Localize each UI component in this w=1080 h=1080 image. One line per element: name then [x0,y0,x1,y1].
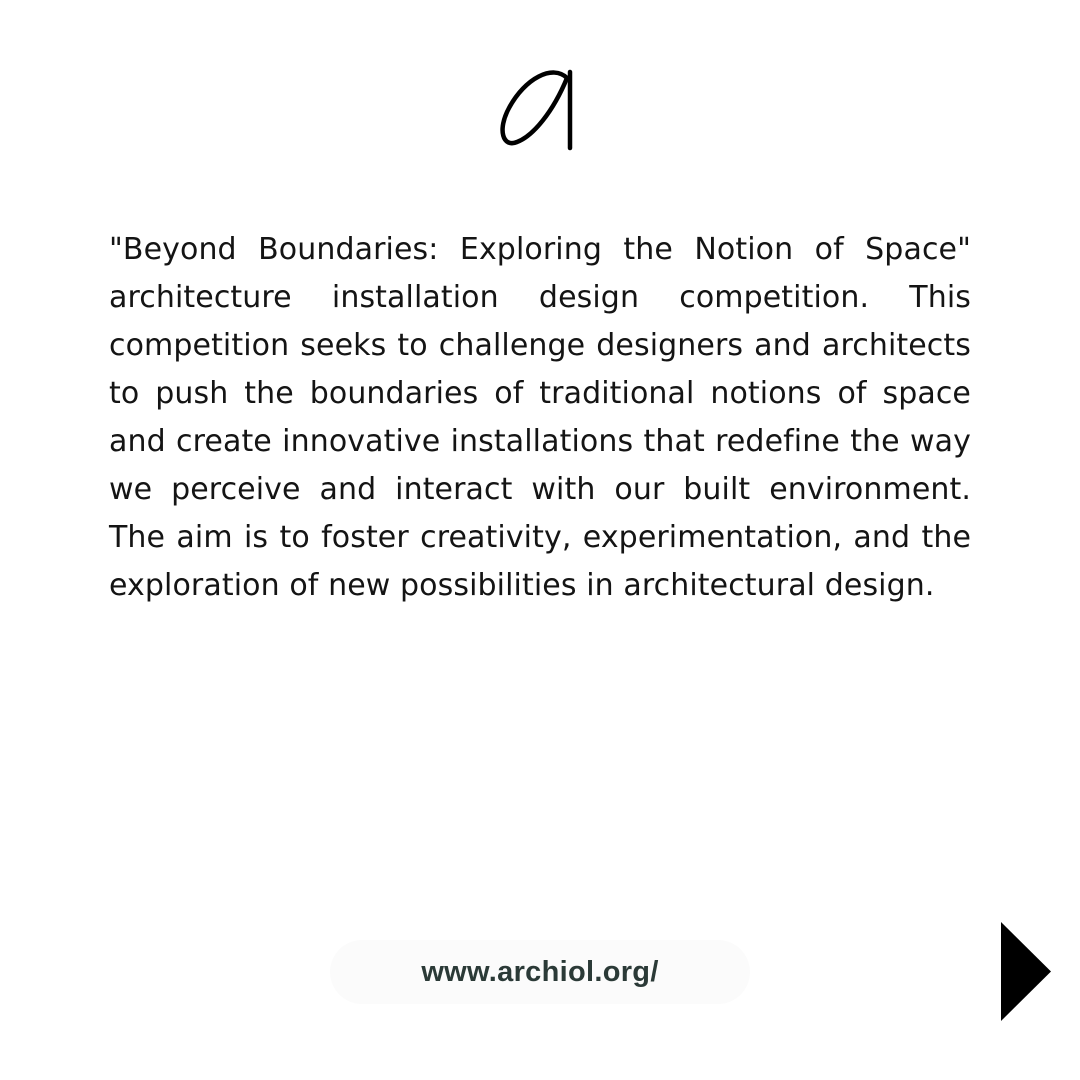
website-url[interactable]: www.archiol.org/ [421,955,659,988]
play-triangle-icon [1000,921,1052,1022]
competition-description: "Beyond Boundaries: Exploring the Notion of Space" architecture installation design competition. This competition seeks to challenge designers and architects to push the boundaries of traditional notions of space and create innovative installations that redefine the way we perceive and interact with our built environment. The aim is to foster creativity, experimentation, and the exploration of new possibilities in architectural design. [109,232,971,603]
next-slide-button[interactable] [1000,921,1052,1022]
archiol-logo-icon [495,64,585,154]
website-link-pill[interactable] [330,940,750,1004]
